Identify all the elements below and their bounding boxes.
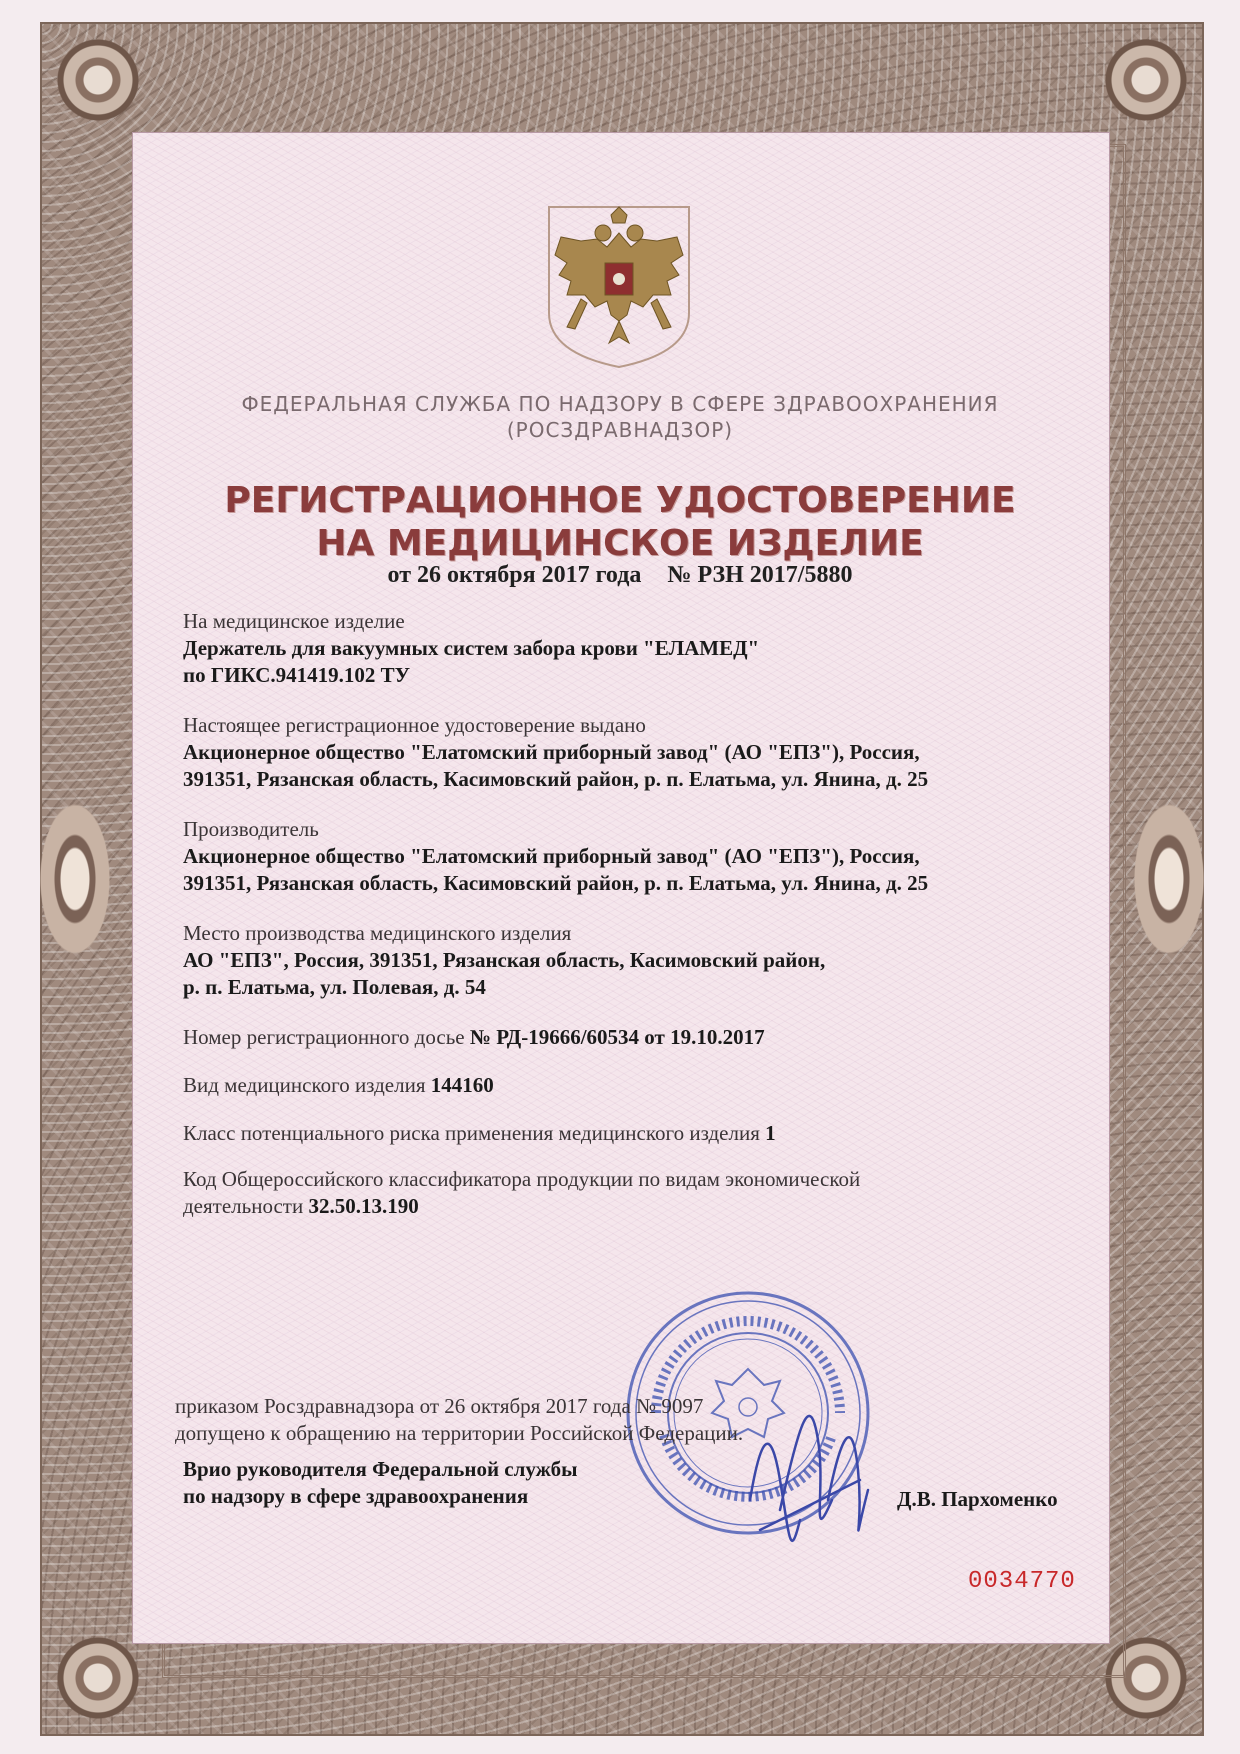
signatory-position-line2: по надзору в сфере здравоохранения xyxy=(183,1484,529,1508)
device-type-row xyxy=(183,1072,1083,1099)
device-type-value: 144160 xyxy=(430,1073,494,1097)
dossier-value: № РД-19666/60534 от 19.10.2017 xyxy=(469,1025,765,1049)
issued-to-section xyxy=(183,712,1083,793)
manufacturer-section xyxy=(183,816,1083,897)
certificate-title-line2: НА МЕДИЦИНСКОЕ ИЗДЕЛИЕ xyxy=(316,523,924,564)
device-name-line1: Держатель для вакуумных систем забора крови "ЕЛАМЕД" xyxy=(183,636,760,660)
certificate-date-number xyxy=(150,562,1090,589)
side-ornament xyxy=(1134,804,1204,954)
device-type-label: Вид медицинского изделия xyxy=(183,1073,426,1097)
okpd-label-line2: деятельности xyxy=(183,1194,304,1218)
manufacturer-label: Производитель xyxy=(183,817,319,841)
certificate-number: № РЗН 2017/5880 xyxy=(667,562,853,588)
device-section xyxy=(183,608,1083,689)
order-line2: допущено к обращению на территории Российской Федерации. xyxy=(175,1421,744,1445)
corner-ornament xyxy=(38,20,158,140)
risk-class-row xyxy=(183,1120,1083,1147)
production-site-label: Место производства медицинского изделия xyxy=(183,921,572,945)
okpd-label-line1: Код Общероссийского классификатора продукции по видам экономической xyxy=(183,1167,861,1191)
serial-number: 0034770 xyxy=(968,1568,1076,1595)
issued-to-line1: Акционерное общество "Елатомский приборный завод" (АО "ЕПЗ"), Россия, xyxy=(183,740,920,764)
manufacturer-line2: 391351, Рязанская область, Касимовский район, р. п. Елатьма, ул. Янина, д. 25 xyxy=(183,871,929,895)
okpd-value: 32.50.13.190 xyxy=(308,1194,419,1218)
production-site-line2: р. п. Елатьма, ул. Полевая, д. 54 xyxy=(183,975,486,999)
manufacturer-line1: Акционерное общество "Елатомский приборный завод" (АО "ЕПЗ"), Россия, xyxy=(183,844,920,868)
issuing-agency-name: ФЕДЕРАЛЬНАЯ СЛУЖБА ПО НАДЗОРУ В СФЕРЕ ЗДРАВООХРАНЕНИЯ xyxy=(241,392,999,416)
risk-class-label: Класс потенциального риска применения медицинского изделия xyxy=(183,1121,760,1145)
issued-to-line2: 391351, Рязанская область, Касимовский район, р. п. Елатьма, ул. Янина, д. 25 xyxy=(183,767,929,791)
certificate-date: от 26 октября 2017 года xyxy=(387,562,642,588)
corner-ornament xyxy=(1086,20,1206,140)
russian-coat-of-arms-icon xyxy=(541,203,697,371)
signatory-position-line1: Врио руководителя Федеральной службы xyxy=(183,1457,578,1481)
dossier-label: Номер регистрационного досье xyxy=(183,1025,465,1049)
device-label: На медицинское изделие xyxy=(183,609,405,633)
signatory-name: Д.В. Пархоменко xyxy=(897,1487,1058,1511)
order-line1: приказом Росздравнадзора от 26 октября 2017 года № 9097 xyxy=(175,1394,704,1418)
side-ornament xyxy=(40,804,110,954)
handwritten-signature-icon xyxy=(740,1380,880,1580)
certificate-title-line1: РЕГИСТРАЦИОННОЕ УДОСТОВЕРЕНИЕ xyxy=(224,480,1016,521)
issued-to-label: Настоящее регистрационное удостоверение выдано xyxy=(183,713,646,737)
risk-class-value: 1 xyxy=(765,1121,776,1145)
dossier-row xyxy=(183,1024,1083,1051)
issuing-agency-abbreviation: (РОСЗДРАВНАДЗОР) xyxy=(506,418,734,442)
production-site-section xyxy=(183,920,1083,1001)
production-site-line1: АО "ЕПЗ", Россия, 391351, Рязанская область, Касимовский район, xyxy=(183,948,826,972)
device-name-line2: по ГИКС.941419.102 ТУ xyxy=(183,663,411,687)
order-section xyxy=(175,1393,1075,1447)
okpd-section xyxy=(183,1166,1083,1220)
